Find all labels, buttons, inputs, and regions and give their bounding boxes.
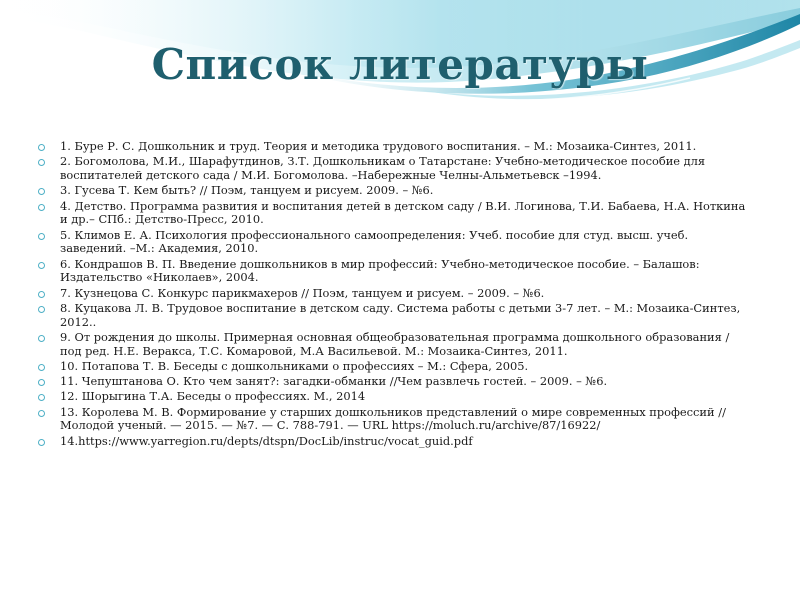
list-item [38, 287, 750, 301]
reference-text: 8. Куцакова Л. В. Трудовое воспитание в детском саду. Система работы с детьми 3-7 лет. – М.: Мозаика-Синтез, 2012.. [60, 300, 741, 329]
reference-text: 6. Кондрашов В. П. Введение дошкольников в мир профессий: Учебно-методическое пособие. – Балашов: Издательство «Николаев», 2004. [60, 256, 700, 285]
list-item [38, 155, 750, 182]
reference-text: 12. Шорыгина Т.А. Беседы о профессиях. М., 2014 [60, 389, 366, 404]
circle-bullet-icon [38, 394, 45, 401]
reference-text: 9. От рождения до школы. Примерная основная общеобразовательная программа дошкольного образования / под ред. Н.Е. Веракса, Т.С. Комаровой, М.А Васильевой. М.: Мозаика-Синтез, 2011. [60, 329, 730, 358]
circle-bullet-icon [38, 439, 45, 446]
list-item [38, 360, 750, 374]
reference-link[interactable]: 14.https://www.yarregion.ru/depts/dtspn/DocLib/instruc/vocat_guid.pdf [60, 433, 473, 448]
circle-bullet-icon [38, 188, 45, 195]
circle-bullet-icon [38, 306, 45, 313]
slide-title: Список литературы [151, 40, 649, 89]
reference-list [38, 140, 750, 450]
circle-bullet-icon [38, 204, 45, 211]
reference-text: 10. Потапова Т. В. Беседы с дошкольниками о профессиях – М.: Сфера, 2005. [60, 358, 529, 373]
list-item [38, 390, 750, 404]
reference-text: 4. Детство. Программа развития и воспитания детей в детском саду / В.И. Логинова, Т.И. Бабаева, Н.А. Ноткина и др.– СПб.: Детство-Пресс, 2010. [60, 198, 746, 227]
reference-text: 11. Чепуштанова О. Кто чем занят?: загадки-обманки //Чем развлечь гостей. – 2009. – №6. [60, 374, 608, 389]
circle-bullet-icon [38, 262, 45, 269]
list-item [38, 435, 750, 449]
reference-text: 5. Климов Е. А. Психология профессионального самоопределения: Учеб. пособие для студ. высш. учеб. заведений. –М.: Академия, 2010. [60, 227, 689, 256]
list-item [38, 406, 750, 433]
list-item [38, 184, 750, 198]
list-item [38, 229, 750, 256]
list-item [38, 258, 750, 285]
circle-bullet-icon [38, 144, 45, 151]
circle-bullet-icon [38, 291, 45, 298]
circle-bullet-icon [38, 364, 45, 371]
circle-bullet-icon [38, 233, 45, 240]
list-item [38, 331, 750, 358]
reference-text: 1. Буре Р. С. Дошкольник и труд. Теория и методика трудового воспитания. – М.: Мозаика-Синтез, 2011. [60, 139, 697, 153]
circle-bullet-icon [38, 159, 45, 166]
reference-text: 3. Гусева Т. Кем быть? // Поэм, танцуем и рисуем. 2009. – №6. [60, 183, 434, 198]
circle-bullet-icon [38, 335, 45, 342]
reference-text: 7. Кузнецова С. Конкурс парикмахеров // Поэм, танцуем и рисуем. – 2009. – №6. [60, 285, 545, 300]
list-item [38, 375, 750, 389]
reference-text: 13. Королева М. В. Формирование у старших дошкольников представлений о мире современных профессий // Молодой ученый. — 2015. — №7. — С. 788-791. — URL https://moluch.ru/archive/87/16922/ [60, 404, 726, 433]
list-item [38, 200, 750, 227]
reference-text: 2. Богомолова, М.И., Шарафутдинов, З.Т. Дошкольникам о Татарстане: Учебно-методическое пособие для воспитателей детского сада / М.И. Богомолова. –Набережные Челны-Альметьевск –1994. [60, 154, 706, 182]
circle-bullet-icon [38, 379, 45, 386]
circle-bullet-icon [38, 410, 45, 417]
list-item [38, 140, 750, 154]
list-item [38, 302, 750, 329]
